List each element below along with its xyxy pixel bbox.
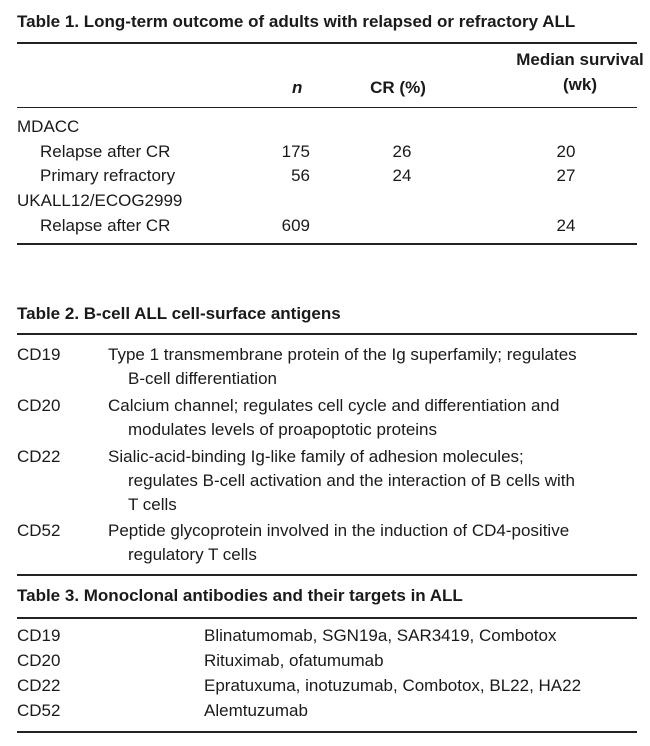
cell-median: 24 [556, 216, 576, 235]
antigen-desc-line2: B-cell differentiation [128, 369, 277, 388]
row-label: Relapse after CR [40, 142, 171, 161]
antigen-desc-line1: Sialic-acid-binding Ig-like family of adhesion molecules; [108, 447, 524, 466]
antigen-code: CD52 [17, 521, 61, 540]
cell-n: 175 [281, 142, 310, 161]
table3-title: Table 3. Monoclonal antibodies and their targets in ALL [17, 586, 463, 605]
cell-cr: 26 [392, 142, 412, 161]
table1-group-name: UKALL12/ECOG2999 [17, 191, 183, 210]
cell-n: 609 [281, 216, 310, 235]
antigen-desc-line3: T cells [128, 495, 177, 514]
antigen-code: CD22 [17, 447, 61, 466]
table1-header-rule [17, 107, 637, 108]
antigen-code: CD20 [17, 396, 61, 415]
table3-bottom-rule [17, 731, 637, 733]
antigen-code: CD19 [17, 345, 61, 364]
antibody-list: Rituximab, ofatumumab [204, 651, 384, 670]
table1-bottom-rule [17, 243, 637, 245]
table1-top-rule [17, 42, 637, 44]
row-label: Relapse after CR [40, 216, 171, 235]
table2-top-rule [17, 333, 637, 335]
target-code: CD20 [17, 651, 61, 670]
antigen-desc-line2: modulates levels of proapoptotic proteins [128, 420, 438, 439]
cell-median: 20 [556, 142, 576, 161]
table3-top-rule [17, 617, 637, 619]
cell-n: 56 [291, 166, 310, 185]
antibody-list: Epratuxuma, inotuzumab, Combotox, BL22, HA22 [204, 676, 582, 695]
antibody-list: Alemtuzumab [204, 701, 308, 720]
cell-cr: 24 [392, 166, 412, 185]
antigen-desc-line2: regulates B-cell activation and the interaction of B cells with [128, 471, 575, 490]
table2-title: Table 2. B-cell ALL cell-surface antigens [17, 304, 341, 323]
antigen-desc-line2: regulatory T cells [128, 545, 257, 564]
table2-bottom-rule [17, 574, 637, 576]
cell-median: 27 [556, 166, 576, 185]
antigen-desc-line1: Calcium channel; regulates cell cycle and differentiation and [108, 396, 560, 415]
table1-header-n: n [292, 78, 303, 97]
table1-group-name: MDACC [17, 117, 80, 136]
antibody-list: Blinatumomab, SGN19a, SAR3419, Combotox [204, 626, 557, 645]
target-code: CD19 [17, 626, 61, 645]
antigen-desc-line1: Type 1 transmembrane protein of the Ig superfamily; regulates [108, 345, 577, 364]
row-label: Primary refractory [40, 166, 176, 185]
target-code: CD22 [17, 676, 61, 695]
antigen-desc-line1: Peptide glycoprotein involved in the induction of CD4-positive [108, 521, 570, 540]
target-code: CD52 [17, 701, 61, 720]
table1-title: Table 1. Long-term outcome of adults with relapsed or refractory ALL [17, 12, 576, 31]
